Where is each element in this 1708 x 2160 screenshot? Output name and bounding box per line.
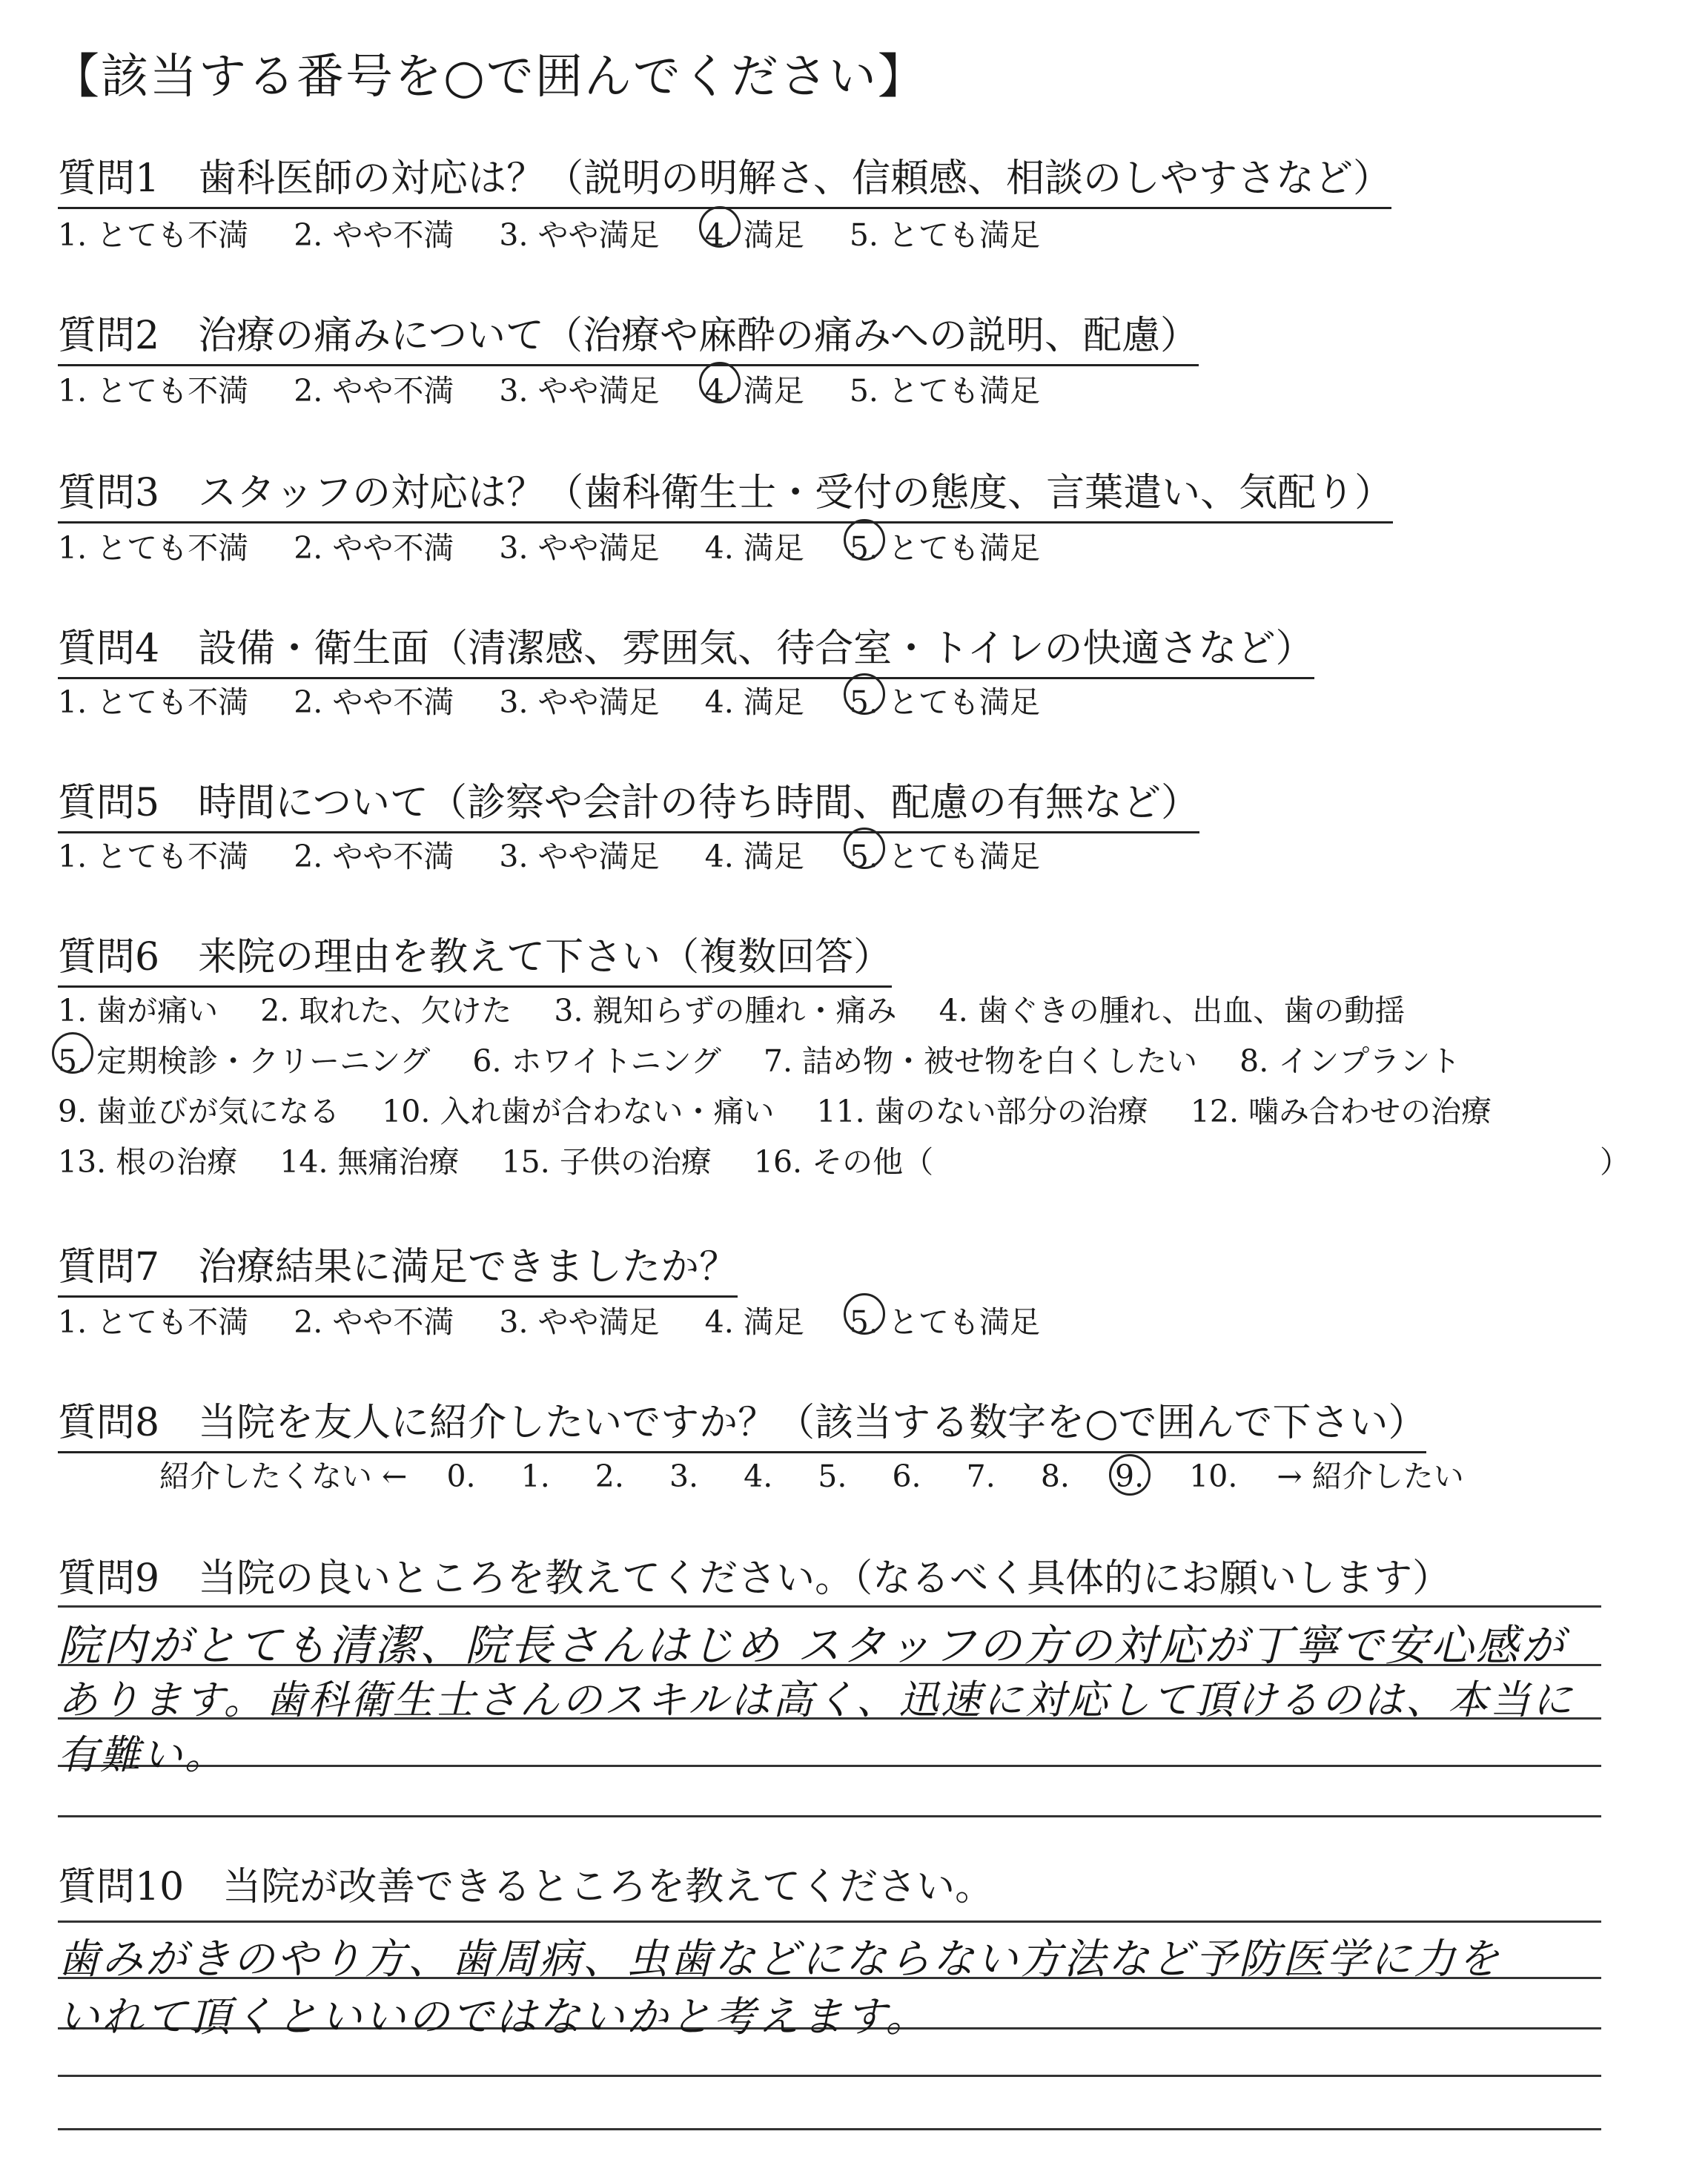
option-1[interactable]: 1. とても不満 (58, 217, 249, 253)
other-close-paren: ） (1600, 1144, 1630, 1180)
option-4-circled[interactable]: 4. 満足 (705, 366, 804, 410)
option-5[interactable]: 5. とても満足 (849, 373, 1040, 409)
option-2[interactable]: 2. やや不満 (294, 530, 454, 566)
option-3[interactable]: 3. やや満足 (499, 839, 660, 874)
scale-3[interactable]: 3. (669, 1459, 699, 1494)
question-5-label: 質問5 時間について（診察や会計の待ち時間、配慮の有無など） (58, 771, 1199, 833)
reason-option-12[interactable]: 12. 噛み合わせの治療 (1190, 1094, 1492, 1129)
reason-option-4[interactable]: 4. 歯ぐきの腫れ、出血、歯の動揺 (939, 993, 1406, 1028)
option-2[interactable]: 2. やや不満 (294, 684, 454, 720)
scale-7[interactable]: 7. (966, 1459, 996, 1494)
option-4-circled[interactable]: 4. 満足 (705, 211, 804, 254)
question-1-label: 質問1 歯科医師の対応は？（説明の明解さ、信頼感、相談のしやすさなど） (58, 147, 1391, 209)
question-4-label: 質問4 設備・衛生面（清潔感、雰囲気、待合室・トイレの快適さなど） (58, 617, 1314, 679)
option-4[interactable]: 4. 満足 (704, 1304, 804, 1340)
answer-line (58, 1605, 1601, 1608)
option-1[interactable]: 1. とても不満 (58, 684, 249, 720)
reason-option-2[interactable]: 2. 取れた、欠けた (260, 993, 512, 1028)
scale-1[interactable]: 1. (520, 1459, 550, 1494)
question-6-row-1 (58, 986, 1405, 1030)
option-2[interactable]: 2. やや不満 (294, 1304, 454, 1340)
q9-answer-line-1: 院内がとても清潔、院長さんはじめ スタッフの方の対応が丁寧で安心感が (58, 1620, 1566, 1671)
option-2[interactable]: 2. やや不満 (294, 373, 454, 409)
question-1-options (58, 211, 1040, 254)
reason-option-13[interactable]: 13. 根の治療 (58, 1144, 238, 1180)
scale-0[interactable]: 0. (446, 1459, 476, 1494)
option-3[interactable]: 3. やや満足 (499, 684, 660, 720)
q9-answer-line-3: 有難い。 (58, 1731, 227, 1778)
answer-line (58, 2128, 1601, 2130)
option-4[interactable]: 4. 満足 (704, 530, 804, 566)
scale-6[interactable]: 6. (892, 1459, 921, 1494)
question-4-options (58, 678, 1040, 721)
answer-line (58, 1920, 1601, 1923)
reason-option-1[interactable]: 1. 歯が痛い (58, 993, 219, 1028)
question-2-label: 質問2 治療の痛みについて（治療や麻酔の痛みへの説明、配慮） (58, 304, 1199, 366)
reason-option-16[interactable]: 16. その他（ (753, 1144, 934, 1180)
option-5-circled[interactable]: 5. とても満足 (850, 832, 1040, 876)
reason-option-8[interactable]: 8. インプラント (1239, 1043, 1461, 1079)
question-6-row-3 (58, 1087, 1492, 1131)
reason-option-11[interactable]: 11. 歯のない部分の治療 (816, 1094, 1148, 1129)
q10-answer-line-1: 歯みがきのやり方、歯周病、虫歯などにならない方法など予防医学に力を (58, 1935, 1501, 1984)
option-4[interactable]: 4. 満足 (704, 839, 804, 874)
page-title: 【該当する番号を○で囲んでください】 (52, 50, 927, 105)
option-3[interactable]: 3. やや満足 (499, 373, 660, 409)
question-3-options (58, 524, 1040, 567)
q9-answer-line-2: あります。歯科衛生士さんのスキルは高く、迅速に対応して頂けるのは、本当に (58, 1677, 1575, 1723)
question-9-label: 質問9 当院の良いところを教えてください。（なるべく具体的にお願いします） (58, 1556, 1452, 1601)
question-6-row-2 (58, 1037, 1460, 1080)
scale-5[interactable]: 5. (818, 1459, 847, 1494)
reason-option-14[interactable]: 14. 無痛治療 (279, 1144, 460, 1180)
option-1[interactable]: 1. とても不満 (58, 373, 249, 409)
question-7-label: 質問7 治療結果に満足できましたか？ (58, 1235, 738, 1298)
option-5[interactable]: 5. とても満足 (849, 217, 1040, 253)
option-1[interactable]: 1. とても不満 (58, 530, 249, 566)
scale-right-label: → 紹介したい (1277, 1459, 1464, 1494)
option-4[interactable]: 4. 満足 (704, 684, 804, 720)
question-7-options (58, 1298, 1040, 1341)
option-3[interactable]: 3. やや満足 (499, 530, 660, 566)
question-3-label: 質問3 スタッフの対応は？（歯科衛生士・受付の態度、言葉遣い、気配り） (58, 461, 1393, 524)
question-8-scale (159, 1452, 1464, 1496)
reason-option-7[interactable]: 7. 詰め物・被せ物を白くしたい (763, 1043, 1198, 1079)
reason-option-9[interactable]: 9. 歯並びが気になる (58, 1094, 340, 1129)
question-6-label: 質問6 来院の理由を教えて下さい（複数回答） (58, 925, 892, 988)
q10-answer-line-2: いれて頂くといいのではないかと考えます。 (58, 1993, 930, 2041)
scale-left-label: 紹介したくない ← (159, 1459, 408, 1494)
reason-option-6[interactable]: 6. ホワイトニング (472, 1043, 721, 1079)
answer-line (58, 2075, 1601, 2077)
option-1[interactable]: 1. とても不満 (58, 839, 249, 874)
option-3[interactable]: 3. やや満足 (499, 1304, 660, 1340)
option-3[interactable]: 3. やや満足 (499, 217, 660, 253)
question-6-row-4 (58, 1137, 1630, 1181)
reason-option-5-circled[interactable]: 5. 定期検診・クリーニング (58, 1037, 430, 1080)
scale-10[interactable]: 10. (1189, 1459, 1238, 1494)
scale-8[interactable]: 8. (1040, 1459, 1070, 1494)
question-10-label: 質問10 当院が改善できるところを教えてください。 (58, 1865, 994, 1909)
option-1[interactable]: 1. とても不満 (58, 1304, 249, 1340)
reason-option-15[interactable]: 15. 子供の治療 (501, 1144, 712, 1180)
scale-2[interactable]: 2. (595, 1459, 624, 1494)
question-2-options (58, 366, 1040, 410)
question-8-label: 質問8 当院を友人に紹介したいですか？（該当する数字を○で囲んで下さい） (58, 1391, 1426, 1453)
answer-line (58, 1765, 1601, 1767)
reason-option-10[interactable]: 10. 入れ歯が合わない・痛い (382, 1094, 775, 1129)
option-2[interactable]: 2. やや不満 (294, 839, 454, 874)
question-5-options (58, 832, 1040, 876)
option-2[interactable]: 2. やや不満 (294, 217, 454, 253)
option-5-circled[interactable]: 5. とても満足 (850, 678, 1040, 721)
reason-option-3[interactable]: 3. 親知らずの腫れ・痛み (554, 993, 897, 1028)
option-5-circled[interactable]: 5. とても満足 (850, 1298, 1040, 1341)
scale-4[interactable]: 4. (744, 1459, 773, 1494)
answer-line (58, 1815, 1601, 1817)
option-5-circled[interactable]: 5. とても満足 (850, 524, 1040, 567)
scale-9-circled[interactable]: 9. (1114, 1459, 1145, 1494)
